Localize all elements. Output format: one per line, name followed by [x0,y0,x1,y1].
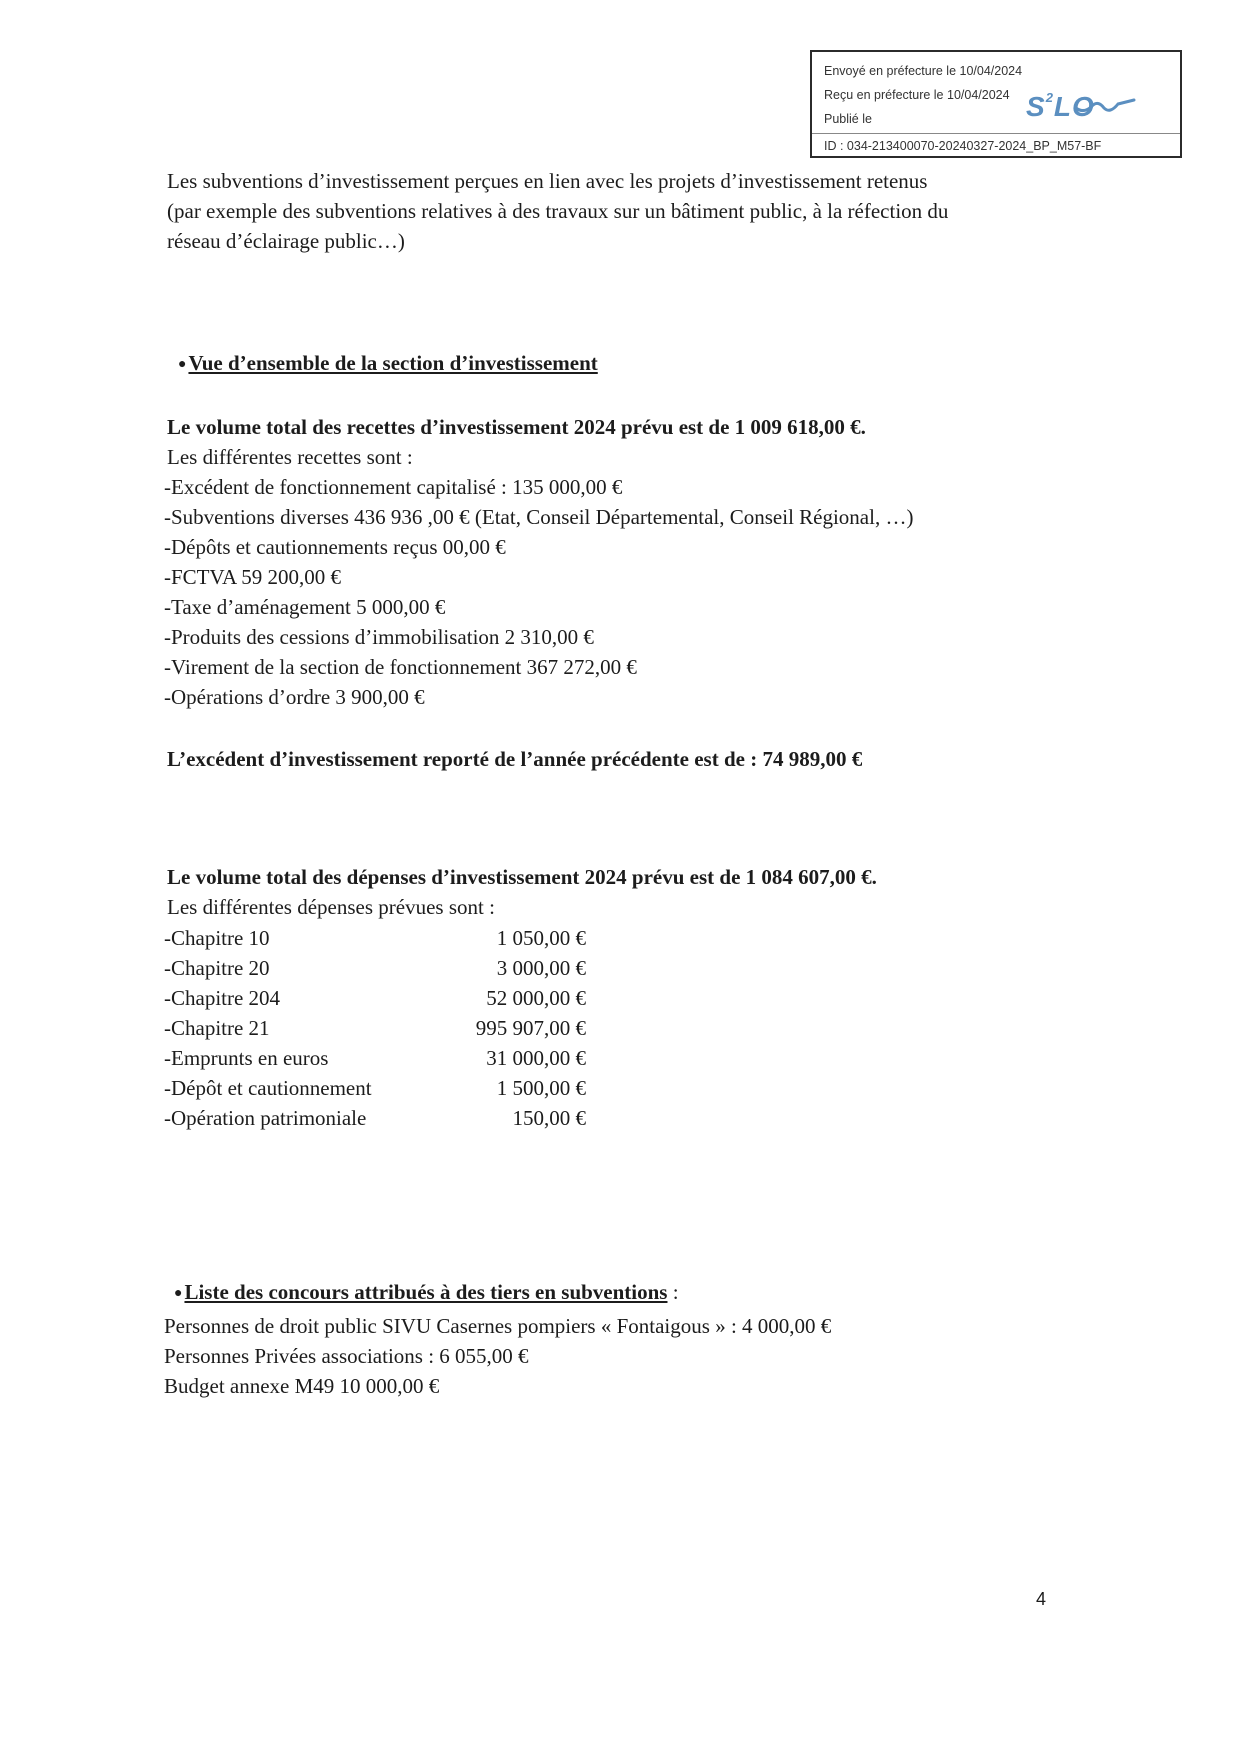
excedent-reporte: L’excédent d’investissement reporté de l’année précédente est de : 74 989,00 € [167,747,863,771]
depense-label: -Chapitre 21 [164,1016,270,1040]
intro-line: (par exemple des subventions relatives à des travaux sur un bâtiment public, à la réfection du [167,199,949,223]
section-heading-investissement [178,351,598,376]
depense-label: -Emprunts en euros [164,1046,329,1070]
recettes-item: -Virement de la section de fonctionnement 367 272,00 € [164,655,637,679]
concours-item: Personnes de droit public SIVU Casernes pompiers « Fontaigous » : 4 000,00 € [164,1314,832,1338]
intro-paragraph [167,166,948,256]
depenses-intro: Les différentes dépenses prévues sont : [167,895,495,919]
recettes-intro: Les différentes recettes sont : [167,445,413,469]
depense-label: -Chapitre 20 [164,956,270,980]
depense-label: -Chapitre 10 [164,926,270,950]
depense-amount: 1 050,00 € [496,926,586,950]
recettes-item: -Opérations d’ordre 3 900,00 € [164,685,425,709]
depense-label: -Dépôt et cautionnement [164,1076,372,1100]
depense-amount: 995 907,00 € [475,1016,586,1040]
recettes-item: -Taxe d’aménagement 5 000,00 € [164,595,446,619]
recettes-total: Le volume total des recettes d’investissement 2024 prévu est de 1 009 618,00 €. [167,415,866,439]
heading-suffix: : [667,1280,679,1304]
heading-text: Liste des concours attribués à des tiers en subventions [184,1280,668,1304]
bullet-icon: ● [178,357,187,372]
slo-flourish-icon [1074,96,1144,116]
depense-label: -Chapitre 204 [164,986,281,1010]
concours-item: Budget annexe M49 10 000,00 € [164,1374,440,1398]
depense-amount: 31 000,00 € [486,1046,586,1070]
slo-logo: $S^2LO$ [1026,90,1095,122]
section-heading-concours [174,1280,679,1305]
bullet-icon: ● [174,1286,183,1301]
recettes-item: -Produits des cessions d’immobilisation 2 310,00 € [164,625,594,649]
stamp-received: Reçu en préfecture le 10/04/2024 [824,88,1010,102]
recettes-item: -Dépôts et cautionnements reçus 00,00 € [164,535,506,559]
depense-amount: 1 500,00 € [496,1076,586,1100]
depense-amount: 150,00 € [512,1106,586,1130]
depenses-total: Le volume total des dépenses d’investissement 2024 prévu est de 1 084 607,00 €. [167,865,877,889]
intro-line: Les subventions d’investissement perçues en lien avec les projets d’investissement retenus [167,169,928,193]
intro-line: réseau d’éclairage public…) [167,229,405,253]
stamp-sent: Envoyé en préfecture le 10/04/2024 [824,64,1023,78]
page-number: 4 [1036,1589,1047,1609]
depense-label: -Opération patrimoniale [164,1106,367,1130]
heading-text: Vue d’ensemble de la section d’investissement [188,351,598,375]
recettes-item: -Excédent de fonctionnement capitalisé : 135 000,00 € [164,475,623,499]
depense-amount: 3 000,00 € [496,956,586,980]
concours-item: Personnes Privées associations : 6 055,00 € [164,1344,529,1368]
recettes-item: -Subventions diverses 436 936 ,00 € (Etat, Conseil Départemental, Conseil Régional, …) [164,505,914,529]
stamp-id: ID : 034-213400070-20240327-2024_BP_M57-BF [812,133,1180,158]
depense-amount: 52 000,00 € [486,986,586,1010]
stamp-published: Publié le [824,112,872,126]
recettes-item: -FCTVA 59 200,00 € [164,565,341,589]
